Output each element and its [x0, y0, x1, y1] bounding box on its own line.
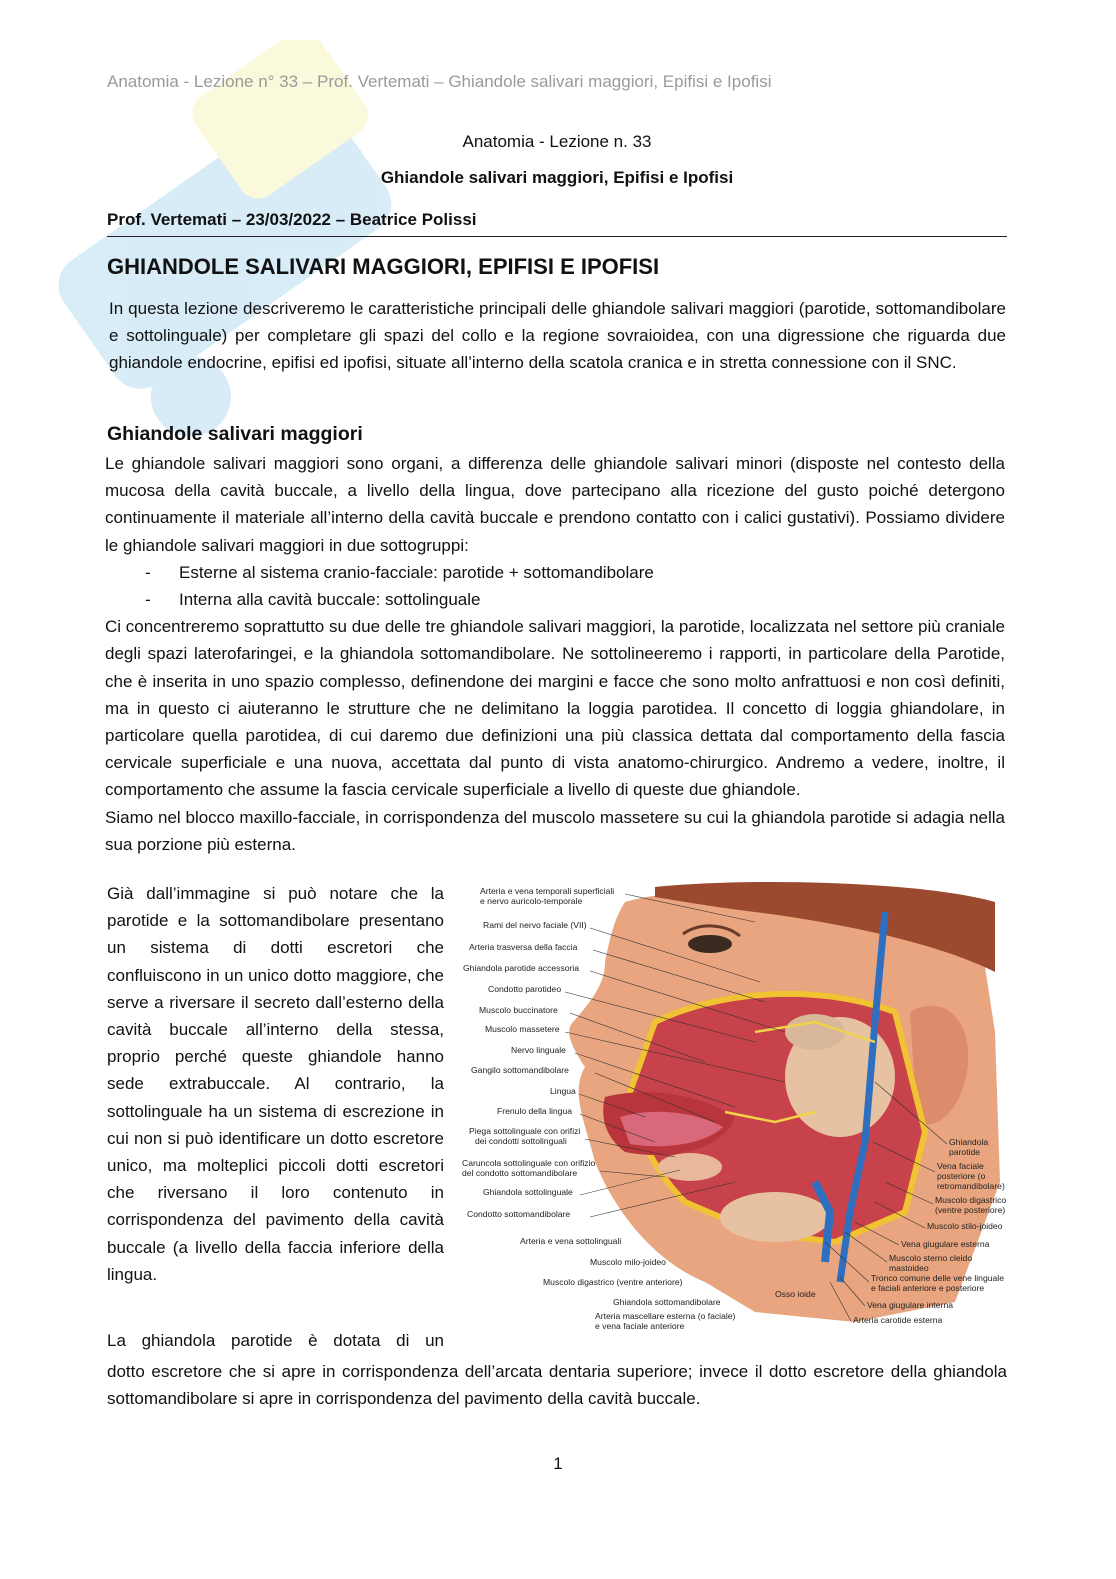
figure-label: Muscolo stilo-joideo	[927, 1221, 1003, 1231]
figure-label: Muscolo milo-joideo	[590, 1257, 666, 1267]
list-item: - Esterne al sistema cranio-facciale: parotide + sottomandibolare	[145, 562, 654, 582]
lesson-subject: Ghiandole salivari maggiori, Epifisi e Ipofisi	[380, 168, 734, 187]
figure-label: Gangilo sottomandibolare	[471, 1065, 569, 1075]
paragraph-4: dotto escretore che si apre in corrispondenza dell’arcata dentaria superiore; invece il dotto escretore della ghiandola sottomandibolare si apre in corrispondenza del pavimento della cavità buccale.	[107, 1362, 1007, 1409]
figure-label: Arteria carotide esterna	[853, 1315, 943, 1325]
figure-label: (ventre posteriore)	[935, 1205, 1006, 1215]
salivary-glands-illustration	[455, 882, 1025, 1332]
figure-label: Ghiandola	[949, 1137, 989, 1147]
figure-label: mastoideo	[889, 1263, 929, 1273]
watermark-logo	[20, 40, 460, 440]
running-header: Anatomia - Lezione n° 33 – Prof. Vertemati – Ghiandole salivari maggiori, Epifisi e Ipofisi	[107, 72, 772, 91]
figure-label: Ghiandola sottolinguale	[483, 1187, 573, 1197]
paragraph-4-start: La ghiandola parotide è dotata di un	[107, 1331, 444, 1350]
paragraph-2: Ci concentreremo soprattutto su due delle tre ghiandole salivari maggiori, la parotide, localizzata nel settore più craniale degli spazi laterofaringei, e la ghiandola sottomandibolare. Ne sottolineeremo i rapporti, in particolare della Parotide, che è inserita in uno spazio complesso, definendone dei margini e facce che sono molto anfrattuosi e non così definiti, ma in questo ci aiuteranno le strutture che ne delimitano la loggia parotidea. Il concetto di loggia ghiandolare, in particolare quella parotidea, di cui daremo due definizioni una più classica dettata dal comportamento della fascia cervicale superficiale e una nuova, accettata dal punto di vista anatomo-chirurgico. Andremo a vedere, inoltre, il comportamento che assume la fascia cervicale superficiale a livello di queste due ghiandole.	[105, 617, 1005, 800]
figure-side-text: Già dall’immagine si può notare che la parotide e la sottomandibolare presentano un sistema di dotti escretori che confluiscono in un unico dotto maggiore, che serve a riversare il secreto dall’esterno della cavità buccale all’interno della stessa, proprio perché queste ghiandole hanno sede extrabuccale. Al contrario, la sottolinguale ha un sistema di escrezione in cui non si può identificare un dotto escretore unico, ma molteplici piccoli dotti escretori che riversano il loro contenuto in corrispondenza del pavimento della cavità buccale (a livello della faccia inferiore della lingua.	[107, 884, 444, 1284]
figure-label: e faciali anteriore e posteriore	[871, 1283, 985, 1293]
title-block	[107, 132, 1007, 188]
figure-label: Muscolo digastrico (ventre anteriore)	[543, 1277, 683, 1287]
figure-label: Condotto parotideo	[488, 984, 562, 994]
figure-label: Arteria e vena temporali superficiali	[480, 886, 615, 896]
figure-label: posteriore (o	[937, 1171, 986, 1181]
figure-label: Vena faciale	[937, 1161, 984, 1171]
lesson-number: Anatomia - Lezione n. 33	[462, 132, 652, 151]
figure-label: del condotto sottomandibolare	[462, 1168, 578, 1178]
figure-label: e vena faciale anteriore	[595, 1321, 685, 1331]
figure-label: Arteria e vena sottolinguali	[520, 1236, 622, 1246]
list-item: - Interna alla cavità buccale: sottolinguale	[145, 590, 481, 610]
figure-label: Vena giugulare esterna	[901, 1239, 990, 1249]
figure-label: Arteria mascellare esterna (o faciale)	[595, 1311, 736, 1321]
figure-label: Lingua	[550, 1086, 576, 1096]
figure-label: Piega sottolinguale con orifizi	[469, 1126, 581, 1136]
page-number: 1	[553, 1454, 563, 1473]
figure-label: dei condotti sottolinguali	[475, 1136, 567, 1146]
figure-label: Muscolo buccinatore	[479, 1005, 558, 1015]
paragraph-3: Siamo nel blocco maxillo-facciale, in corrispondenza del muscolo massetere su cui la ghiandola parotide si adagia nella sua porzione più esterna.	[105, 807, 1005, 854]
figure-label: Muscolo sterno cleido	[889, 1253, 973, 1263]
author-line: Prof. Vertemati – 23/03/2022 – Beatrice Polissi	[107, 210, 1007, 237]
figure-label: retromandibolare)	[937, 1181, 1005, 1191]
figure-label: Caruncola sottolinguale con orifizio	[462, 1158, 596, 1168]
figure-label: Frenulo della lingua	[497, 1106, 573, 1116]
figure-label: Tronco comune delle vene linguale	[871, 1273, 1004, 1283]
figure-label: Muscolo digastrico	[935, 1195, 1007, 1205]
intro-paragraph: In questa lezione descriveremo le caratteristiche principali delle ghiandole salivari maggiori (parotide, sottomandibolare e sottolinguale) per completare gli spazi del collo e la regione sovraioidea, con una digressione che riguarda due ghiandole endocrine, epifisi ed ipofisi, situate all’interno della scatola cranica e in stretta connessione con il SNC.	[109, 299, 1006, 373]
figure-label: Condotto sottomandibolare	[467, 1209, 571, 1219]
section-heading: Ghiandole salivari maggiori	[107, 423, 363, 445]
figure-label: Ghiandola parotide accessoria	[463, 963, 580, 973]
figure-label: Ghiandola sottomandibolare	[613, 1297, 721, 1307]
figure-label: parotide	[949, 1147, 981, 1157]
figure-label: Arteria trasversa della faccia	[469, 942, 578, 952]
figure-label: e nervo auricolo-temporale	[480, 896, 583, 906]
main-heading: GHIANDOLE SALIVARI MAGGIORI, EPIFISI E IPOFISI	[107, 254, 660, 279]
paragraph-1: Le ghiandole salivari maggiori sono organi, a differenza delle ghiandole salivari minori (disposte nel contesto della mucosa della cavità buccale, a livello della lingua, dove partecipano alla ricezione del gusto poiché detergono continuamente il materiale all’interno della cavità buccale e prendono contatto con i calici gustativi). Possiamo dividere le ghiandole salivari maggiori in due sottogruppi:	[105, 454, 1005, 555]
section-body	[105, 450, 1005, 858]
figure-label: Osso ioide	[775, 1289, 816, 1299]
figure-label: Muscolo massetere	[485, 1024, 560, 1034]
figure-label: Rami del nervo faciale (VII)	[483, 920, 587, 930]
figure-label: Nervo linguale	[511, 1045, 566, 1055]
subgroup-list	[105, 559, 1005, 613]
figure-label: Vena giugulare interna	[867, 1300, 954, 1310]
